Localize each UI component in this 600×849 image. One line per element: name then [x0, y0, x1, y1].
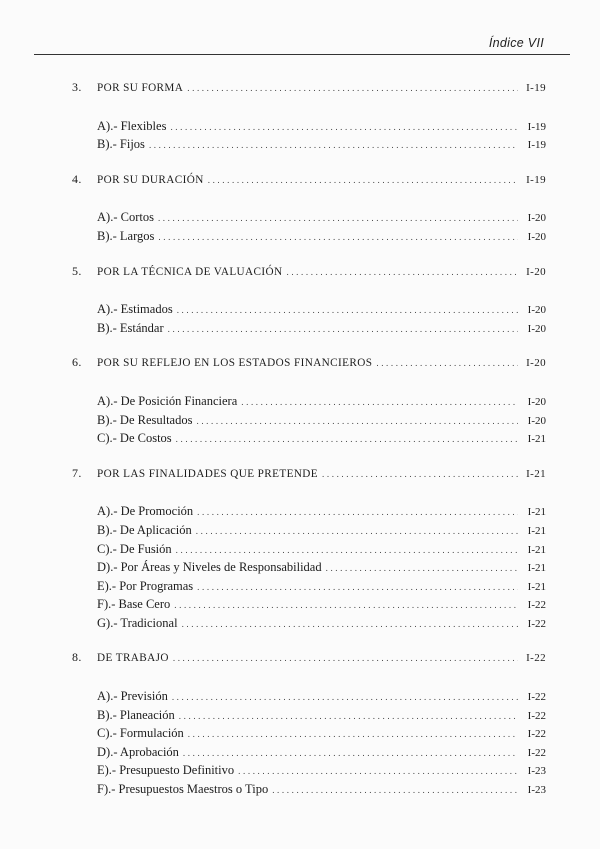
dot-leader — [322, 469, 518, 479]
item-page-ref: I-22 — [527, 709, 546, 722]
toc-item[interactable] — [72, 119, 546, 138]
item-title: D).- Aprobación — [97, 744, 179, 759]
section-page-ref: I-20 — [526, 265, 546, 278]
item-page-ref: I-20 — [527, 395, 546, 408]
item-title: B).- Fijos — [97, 137, 145, 152]
toc-section-heading[interactable] — [72, 650, 546, 669]
running-header: Índice VII — [488, 36, 544, 50]
toc-item[interactable] — [72, 782, 546, 801]
item-title: B).- De Resultados — [97, 412, 193, 427]
section-title: POR SU REFLEJO EN LOS ESTADOS FINANCIEROS — [97, 357, 373, 370]
dot-leader — [176, 545, 518, 555]
dot-leader — [177, 305, 518, 315]
toc-section — [72, 264, 546, 340]
item-page-ref: I-20 — [527, 230, 546, 243]
toc-item[interactable] — [72, 229, 546, 248]
item-page-ref: I-21 — [527, 524, 546, 537]
toc-section-heading[interactable] — [72, 264, 546, 283]
dot-leader — [174, 600, 518, 610]
toc-item[interactable] — [72, 616, 546, 635]
item-title: A).- Estimados — [97, 302, 173, 317]
toc-item[interactable] — [72, 689, 546, 708]
dot-leader — [188, 729, 518, 739]
toc-item[interactable] — [72, 523, 546, 542]
dot-leader — [326, 563, 518, 573]
header-rule — [34, 54, 570, 55]
item-page-ref: I-21 — [527, 580, 546, 593]
item-title: A).- Cortos — [97, 210, 154, 225]
toc-section — [72, 80, 546, 156]
section-page-ref: I-19 — [526, 82, 546, 94]
dot-leader — [158, 213, 518, 223]
section-number: 4. — [72, 171, 82, 186]
dot-leader — [208, 175, 518, 185]
item-page-ref: I-21 — [527, 562, 546, 575]
section-title: POR LAS FINALIDADES QUE PRETENDE — [97, 467, 319, 480]
item-title: B).- Planeación — [97, 707, 175, 722]
dot-leader — [196, 526, 518, 536]
item-title: E).- Presupuesto Definitivo — [97, 763, 235, 778]
item-page-ref: I-22 — [527, 599, 546, 612]
dot-leader — [168, 324, 518, 334]
toc-item-list — [72, 302, 546, 339]
dot-leader — [172, 692, 518, 702]
toc-item[interactable] — [72, 745, 546, 764]
toc-section — [72, 466, 546, 635]
section-number: 5. — [72, 263, 82, 278]
dot-leader — [196, 416, 518, 426]
item-title: B).- Estándar — [97, 320, 164, 335]
toc-section — [72, 650, 546, 800]
dot-leader — [286, 267, 518, 277]
toc-item-list — [72, 210, 546, 247]
toc-section-heading[interactable] — [72, 80, 546, 99]
item-title: E).- Por Programas — [97, 578, 194, 593]
toc-item-list — [72, 119, 546, 156]
dot-leader — [176, 434, 518, 444]
toc-item[interactable] — [72, 137, 546, 156]
dot-leader — [183, 748, 518, 758]
toc-item[interactable] — [72, 542, 546, 561]
toc-item[interactable] — [72, 726, 546, 745]
item-page-ref: I-20 — [527, 414, 546, 427]
section-page-ref: I-21 — [526, 467, 546, 480]
dot-leader — [272, 785, 518, 795]
toc-section-heading[interactable] — [72, 172, 546, 191]
item-page-ref: I-20 — [527, 304, 546, 317]
toc-section-heading[interactable] — [72, 466, 546, 485]
section-title: DE TRABAJO — [97, 652, 169, 665]
item-page-ref: I-20 — [527, 322, 546, 335]
section-title: POR SU FORMA — [97, 82, 184, 94]
dot-leader — [149, 140, 518, 150]
toc-item[interactable] — [72, 597, 546, 616]
toc-item[interactable] — [72, 394, 546, 413]
item-page-ref: I-21 — [527, 506, 546, 519]
item-title: G).- Tradicional — [97, 615, 178, 630]
item-title: A).- De Promoción — [97, 504, 194, 519]
dot-leader — [241, 397, 518, 407]
item-page-ref: I-21 — [527, 433, 546, 446]
dot-leader — [376, 358, 518, 368]
item-title: C).- De Costos — [97, 431, 172, 446]
item-title: A).- Flexibles — [97, 118, 167, 133]
dot-leader — [170, 122, 518, 132]
section-number: 7. — [72, 465, 82, 480]
toc-item[interactable] — [72, 321, 546, 340]
toc-item[interactable] — [72, 763, 546, 782]
toc-item[interactable] — [72, 210, 546, 229]
toc-item-list — [72, 689, 546, 801]
section-page-ref: I-22 — [526, 652, 546, 665]
section-number: 3. — [72, 80, 82, 94]
dot-leader — [187, 83, 518, 93]
item-page-ref: I-19 — [527, 120, 546, 133]
toc-item[interactable] — [72, 413, 546, 432]
item-title: C).- De Fusión — [97, 541, 172, 556]
toc-item[interactable] — [72, 579, 546, 598]
item-page-ref: I-22 — [527, 728, 546, 741]
item-title: C).- Formulación — [97, 726, 184, 741]
item-page-ref: I-23 — [527, 765, 546, 778]
item-title: F).- Base Cero — [97, 597, 171, 612]
item-title: A).- Previsión — [97, 689, 168, 704]
section-page-ref: I-20 — [526, 357, 546, 370]
toc-item[interactable] — [72, 302, 546, 321]
item-page-ref: I-22 — [527, 691, 546, 704]
toc-item-list — [72, 504, 546, 634]
item-title: F).- Presupuestos Maestros o Tipo — [97, 782, 269, 797]
toc-item[interactable] — [72, 708, 546, 727]
table-of-contents — [72, 80, 546, 817]
toc-section-heading[interactable] — [72, 355, 546, 374]
dot-leader — [173, 653, 518, 663]
toc-item[interactable] — [72, 560, 546, 579]
dot-leader — [158, 232, 518, 242]
dot-leader — [197, 507, 518, 517]
section-number: 8. — [72, 650, 82, 665]
section-number: 6. — [72, 355, 82, 370]
toc-section — [72, 172, 546, 248]
item-page-ref: I-22 — [527, 617, 546, 630]
toc-item[interactable] — [72, 504, 546, 523]
toc-section — [72, 355, 546, 449]
section-title: POR LA TÉCNICA DE VALUACIÓN — [97, 265, 283, 278]
dot-leader — [182, 619, 518, 629]
item-title: B).- De Aplicación — [97, 522, 192, 537]
dot-leader — [238, 766, 518, 776]
toc-item-list — [72, 394, 546, 450]
section-page-ref: I-19 — [526, 173, 546, 186]
section-title: POR SU DURACIÓN — [97, 173, 204, 186]
item-page-ref: I-20 — [527, 212, 546, 225]
item-page-ref: I-19 — [527, 139, 546, 152]
item-page-ref: I-23 — [527, 784, 546, 797]
dot-leader — [179, 711, 518, 721]
item-page-ref: I-22 — [527, 746, 546, 759]
item-title: B).- Largos — [97, 228, 155, 243]
item-title: D).- Por Áreas y Niveles de Responsabilidad — [97, 560, 322, 575]
item-title: A).- De Posición Financiera — [97, 393, 238, 408]
dot-leader — [197, 582, 518, 592]
item-page-ref: I-21 — [527, 543, 546, 556]
toc-item[interactable] — [72, 431, 546, 450]
